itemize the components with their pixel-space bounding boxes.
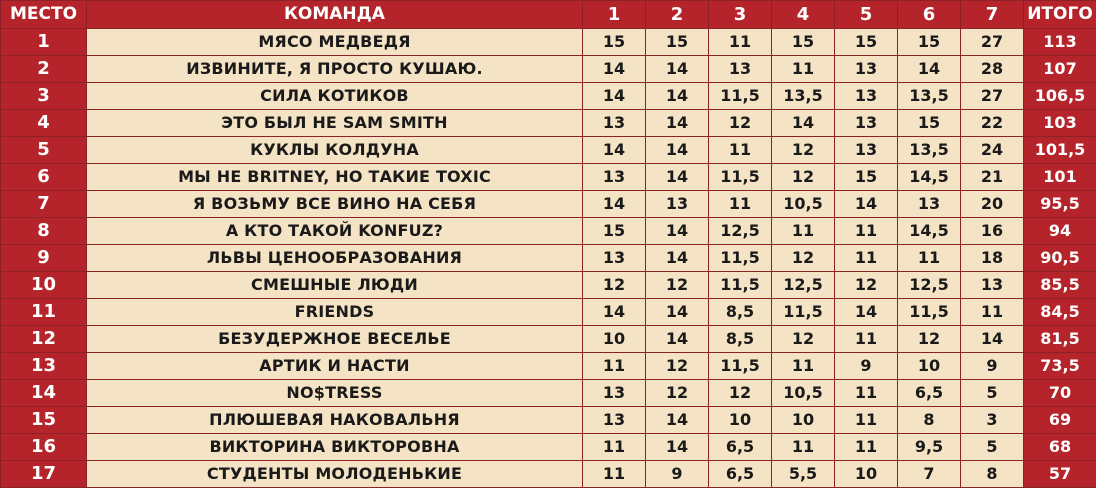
place-cell: 9	[1, 245, 87, 272]
round-3-header: 3	[709, 1, 772, 29]
round-7-score-cell: 5	[961, 434, 1024, 461]
team-header: КОМАНДА	[87, 1, 583, 29]
round-2-score-cell: 14	[646, 245, 709, 272]
team-name-cell: КУКЛЫ КОЛДУНА	[87, 137, 583, 164]
total-cell: 106,5	[1024, 83, 1096, 110]
round-6-score-cell: 10	[898, 353, 961, 380]
round-5-score-cell: 13	[835, 56, 898, 83]
round-5-score-cell: 12	[835, 272, 898, 299]
round-1-score-cell: 13	[583, 245, 646, 272]
team-name-cell: АРТИК И НАСТИ	[87, 353, 583, 380]
round-2-score-cell: 14	[646, 137, 709, 164]
round-3-score-cell: 6,5	[709, 461, 772, 488]
total-cell: 101,5	[1024, 137, 1096, 164]
round-4-score-cell: 12	[772, 326, 835, 353]
round-3-score-cell: 11	[709, 191, 772, 218]
header-row	[1, 1, 1096, 29]
round-1-score-cell: 15	[583, 29, 646, 56]
total-cell: 57	[1024, 461, 1096, 488]
round-4-score-cell: 15	[772, 29, 835, 56]
round-3-score-cell: 11,5	[709, 83, 772, 110]
place-cell: 1	[1, 29, 87, 56]
round-4-score-cell: 10,5	[772, 380, 835, 407]
place-cell: 5	[1, 137, 87, 164]
round-5-score-cell: 15	[835, 29, 898, 56]
table-row	[1, 29, 1096, 56]
round-3-score-cell: 6,5	[709, 434, 772, 461]
round-4-score-cell: 14	[772, 110, 835, 137]
round-2-score-cell: 15	[646, 29, 709, 56]
round-5-score-cell: 11	[835, 407, 898, 434]
total-cell: 95,5	[1024, 191, 1096, 218]
round-7-score-cell: 27	[961, 83, 1024, 110]
round-5-score-cell: 13	[835, 83, 898, 110]
round-7-score-cell: 28	[961, 56, 1024, 83]
table-row	[1, 299, 1096, 326]
table-row	[1, 380, 1096, 407]
round-6-score-cell: 11	[898, 245, 961, 272]
round-2-score-cell: 12	[646, 272, 709, 299]
round-3-score-cell: 11,5	[709, 164, 772, 191]
round-3-score-cell: 13	[709, 56, 772, 83]
table-row	[1, 407, 1096, 434]
total-cell: 107	[1024, 56, 1096, 83]
round-3-score-cell: 10	[709, 407, 772, 434]
round-5-score-cell: 10	[835, 461, 898, 488]
round-1-score-cell: 13	[583, 407, 646, 434]
total-cell: 73,5	[1024, 353, 1096, 380]
round-3-score-cell: 11,5	[709, 272, 772, 299]
round-4-score-cell: 12	[772, 137, 835, 164]
round-3-score-cell: 12	[709, 110, 772, 137]
place-cell: 12	[1, 326, 87, 353]
round-3-score-cell: 12,5	[709, 218, 772, 245]
team-name-cell: БЕЗУДЕРЖНОЕ ВЕСЕЛЬЕ	[87, 326, 583, 353]
round-7-score-cell: 13	[961, 272, 1024, 299]
place-cell: 4	[1, 110, 87, 137]
round-7-score-cell: 8	[961, 461, 1024, 488]
total-cell: 84,5	[1024, 299, 1096, 326]
round-7-score-cell: 20	[961, 191, 1024, 218]
round-5-score-cell: 15	[835, 164, 898, 191]
round-6-score-cell: 9,5	[898, 434, 961, 461]
round-7-score-cell: 18	[961, 245, 1024, 272]
team-name-cell: МЯСО МЕДВЕДЯ	[87, 29, 583, 56]
round-7-score-cell: 3	[961, 407, 1024, 434]
round-6-score-cell: 14	[898, 56, 961, 83]
round-2-score-cell: 14	[646, 56, 709, 83]
total-cell: 68	[1024, 434, 1096, 461]
round-1-score-cell: 13	[583, 380, 646, 407]
total-cell: 85,5	[1024, 272, 1096, 299]
team-name-cell: ИЗВИНИТЕ, Я ПРОСТО КУШАЮ.	[87, 56, 583, 83]
table-row	[1, 83, 1096, 110]
round-2-score-cell: 14	[646, 218, 709, 245]
round-7-score-cell: 27	[961, 29, 1024, 56]
round-5-score-cell: 14	[835, 191, 898, 218]
table-row	[1, 326, 1096, 353]
round-6-score-cell: 8	[898, 407, 961, 434]
round-1-score-cell: 12	[583, 272, 646, 299]
round-3-score-cell: 12	[709, 380, 772, 407]
round-1-score-cell: 10	[583, 326, 646, 353]
round-4-score-cell: 12	[772, 245, 835, 272]
total-cell: 90,5	[1024, 245, 1096, 272]
team-name-cell: Я ВОЗЬМУ ВСЕ ВИНО НА СЕБЯ	[87, 191, 583, 218]
round-4-score-cell: 13,5	[772, 83, 835, 110]
total-cell: 101	[1024, 164, 1096, 191]
place-cell: 14	[1, 380, 87, 407]
round-2-score-cell: 9	[646, 461, 709, 488]
round-4-score-cell: 11	[772, 434, 835, 461]
place-cell: 10	[1, 272, 87, 299]
round-6-score-cell: 14,5	[898, 218, 961, 245]
round-1-score-cell: 15	[583, 218, 646, 245]
table-row	[1, 272, 1096, 299]
table-body	[1, 29, 1096, 488]
total-cell: 69	[1024, 407, 1096, 434]
round-4-score-cell: 10,5	[772, 191, 835, 218]
round-1-score-cell: 14	[583, 191, 646, 218]
team-name-cell: СМЕШНЫЕ ЛЮДИ	[87, 272, 583, 299]
table-row	[1, 461, 1096, 488]
team-name-cell: ЭТО БЫЛ НЕ SAM SMITH	[87, 110, 583, 137]
round-4-score-cell: 11	[772, 218, 835, 245]
round-1-score-cell: 11	[583, 461, 646, 488]
round-5-score-cell: 11	[835, 380, 898, 407]
round-6-score-cell: 7	[898, 461, 961, 488]
round-1-score-cell: 11	[583, 353, 646, 380]
table-header	[1, 1, 1096, 29]
round-7-score-cell: 11	[961, 299, 1024, 326]
team-name-cell: МЫ НЕ BRITNEY, НО ТАКИЕ TOXIC	[87, 164, 583, 191]
team-name-cell: ЛЬВЫ ЦЕНООБРАЗОВАНИЯ	[87, 245, 583, 272]
round-2-score-cell: 14	[646, 110, 709, 137]
round-3-score-cell: 11	[709, 137, 772, 164]
round-6-score-cell: 13	[898, 191, 961, 218]
table-row	[1, 137, 1096, 164]
team-name-cell: ПЛЮШЕВАЯ НАКОВАЛЬНЯ	[87, 407, 583, 434]
round-4-score-cell: 5,5	[772, 461, 835, 488]
round-5-header: 5	[835, 1, 898, 29]
round-7-score-cell: 5	[961, 380, 1024, 407]
round-7-score-cell: 24	[961, 137, 1024, 164]
round-4-score-cell: 12,5	[772, 272, 835, 299]
round-5-score-cell: 14	[835, 299, 898, 326]
round-2-score-cell: 14	[646, 299, 709, 326]
round-4-score-cell: 10	[772, 407, 835, 434]
place-header: МЕСТО	[1, 1, 87, 29]
round-1-header: 1	[583, 1, 646, 29]
round-4-score-cell: 12	[772, 164, 835, 191]
round-7-score-cell: 9	[961, 353, 1024, 380]
round-6-score-cell: 11,5	[898, 299, 961, 326]
round-5-score-cell: 11	[835, 245, 898, 272]
round-6-score-cell: 13,5	[898, 83, 961, 110]
round-4-score-cell: 11	[772, 56, 835, 83]
round-4-score-cell: 11	[772, 353, 835, 380]
round-4-header: 4	[772, 1, 835, 29]
total-cell: 113	[1024, 29, 1096, 56]
place-cell: 11	[1, 299, 87, 326]
round-3-score-cell: 11	[709, 29, 772, 56]
round-2-score-cell: 14	[646, 326, 709, 353]
round-5-score-cell: 13	[835, 110, 898, 137]
round-5-score-cell: 11	[835, 218, 898, 245]
round-3-score-cell: 11,5	[709, 353, 772, 380]
round-2-score-cell: 14	[646, 407, 709, 434]
place-cell: 8	[1, 218, 87, 245]
table-row	[1, 218, 1096, 245]
table-row	[1, 191, 1096, 218]
round-1-score-cell: 14	[583, 137, 646, 164]
round-6-score-cell: 12	[898, 326, 961, 353]
round-4-score-cell: 11,5	[772, 299, 835, 326]
total-cell: 81,5	[1024, 326, 1096, 353]
total-cell: 103	[1024, 110, 1096, 137]
table-row	[1, 245, 1096, 272]
round-3-score-cell: 8,5	[709, 326, 772, 353]
table-row	[1, 353, 1096, 380]
round-6-score-cell: 12,5	[898, 272, 961, 299]
place-cell: 6	[1, 164, 87, 191]
team-name-cell: ВИКТОРИНА ВИКТОРОВНА	[87, 434, 583, 461]
place-cell: 7	[1, 191, 87, 218]
team-name-cell: А КТО ТАКОЙ KONFUZ?	[87, 218, 583, 245]
table-row	[1, 110, 1096, 137]
round-2-score-cell: 14	[646, 83, 709, 110]
place-cell: 2	[1, 56, 87, 83]
round-5-score-cell: 9	[835, 353, 898, 380]
round-2-score-cell: 14	[646, 434, 709, 461]
total-header: ИТОГО	[1024, 1, 1096, 29]
round-6-score-cell: 15	[898, 110, 961, 137]
team-name-cell: СТУДЕНТЫ МОЛОДЕНЬКИЕ	[87, 461, 583, 488]
round-6-score-cell: 6,5	[898, 380, 961, 407]
table-row	[1, 434, 1096, 461]
round-7-header: 7	[961, 1, 1024, 29]
round-7-score-cell: 22	[961, 110, 1024, 137]
round-6-score-cell: 14,5	[898, 164, 961, 191]
team-name-cell: FRIENDS	[87, 299, 583, 326]
place-cell: 17	[1, 461, 87, 488]
round-6-header: 6	[898, 1, 961, 29]
round-6-score-cell: 15	[898, 29, 961, 56]
round-1-score-cell: 14	[583, 83, 646, 110]
table-row	[1, 56, 1096, 83]
round-7-score-cell: 16	[961, 218, 1024, 245]
round-5-score-cell: 11	[835, 326, 898, 353]
round-1-score-cell: 14	[583, 56, 646, 83]
round-6-score-cell: 13,5	[898, 137, 961, 164]
round-5-score-cell: 13	[835, 137, 898, 164]
team-name-cell: СИЛА КОТИКОВ	[87, 83, 583, 110]
round-3-score-cell: 8,5	[709, 299, 772, 326]
round-2-score-cell: 12	[646, 353, 709, 380]
round-1-score-cell: 13	[583, 110, 646, 137]
total-cell: 94	[1024, 218, 1096, 245]
round-5-score-cell: 11	[835, 434, 898, 461]
round-7-score-cell: 14	[961, 326, 1024, 353]
round-3-score-cell: 11,5	[709, 245, 772, 272]
round-2-score-cell: 14	[646, 164, 709, 191]
place-cell: 3	[1, 83, 87, 110]
round-1-score-cell: 13	[583, 164, 646, 191]
round-2-score-cell: 12	[646, 380, 709, 407]
round-1-score-cell: 11	[583, 434, 646, 461]
round-2-score-cell: 13	[646, 191, 709, 218]
round-1-score-cell: 14	[583, 299, 646, 326]
table-row	[1, 164, 1096, 191]
round-2-header: 2	[646, 1, 709, 29]
place-cell: 13	[1, 353, 87, 380]
round-7-score-cell: 21	[961, 164, 1024, 191]
total-cell: 70	[1024, 380, 1096, 407]
team-name-cell: NO$TRESS	[87, 380, 583, 407]
place-cell: 15	[1, 407, 87, 434]
place-cell: 16	[1, 434, 87, 461]
